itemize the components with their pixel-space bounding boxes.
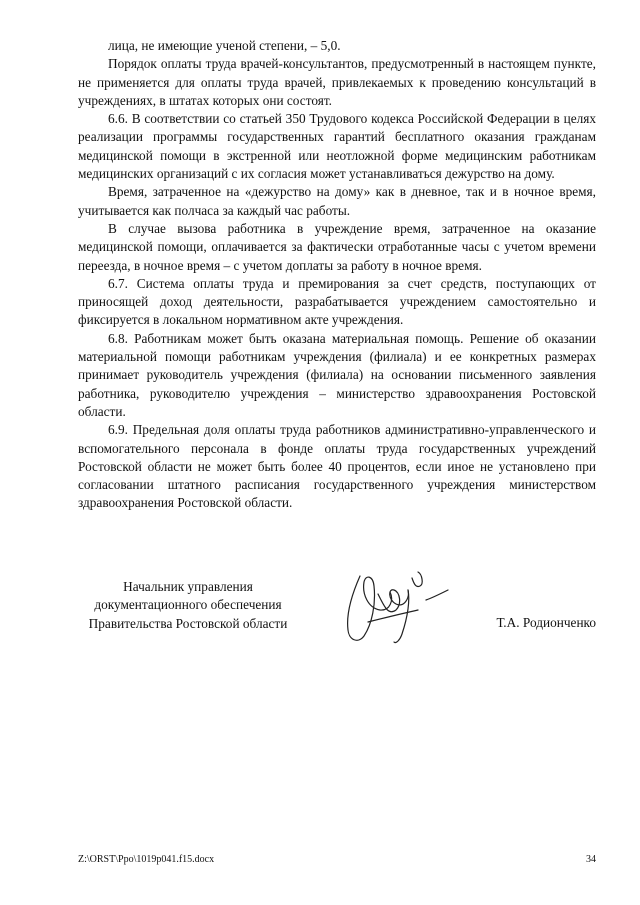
paragraph-6-9: 6.9. Предельная доля оплаты труда работников административно-управленческого и вспомогательного персонала в фонде оплаты труда государственных учреждений Ростовской области не может быть более 40 процентов, если иное не установлено при согласовании штатного расписания государственного учреждения министерством здравоохранения Ростовской области. bbox=[78, 422, 596, 511]
paragraph-6-6: 6.6. В соответствии со статьей 350 Трудового кодекса Российской Федерации в целях реализации программы государственных гарантий бесплатного оказания гражданам медицинской помощи в экстренной или неотложной форме медицинским работникам медицинских организаций с их согласия может устанавливаться дежурство на дому. bbox=[78, 111, 596, 182]
paragraph-home-duty-time: Время, затраченное на «дежурство на дому» как в дневное, так и в ночное время, учитывается как полчаса за каждый час работы. bbox=[78, 184, 596, 218]
signatory-name: Т.А. Родионченко bbox=[496, 615, 596, 630]
handwritten-signature-icon bbox=[338, 564, 456, 648]
paragraph-doctors-without-degree: лица, не имеющие ученой степени, – 5,0. bbox=[108, 38, 341, 53]
page-number: 34 bbox=[586, 854, 596, 865]
paragraph-6-8: 6.8. Работникам может быть оказана материальная помощь. Решение об оказании материальной помощи работникам учреждения (филиала) и ее конкретных размерах принимает руководитель учреждения (филиала) на основании письменного заявления работника, руководителю учреждения – министерство здравоохранения Ростовской области. bbox=[78, 330, 596, 419]
signatory-title bbox=[72, 578, 304, 633]
footer-file-path: Z:\ORST\Ppo\1019p041.f15.docx bbox=[78, 854, 215, 865]
paragraph-6-7: 6.7. Система оплаты труда и премирования за счет средств, поступающих от приносящей доход деятельности, разрабатывается учреждением самостоятельно и фиксируется в локальном нормативном акте учреждения. bbox=[78, 275, 596, 328]
paragraph-consultant-pay: Порядок оплаты труда врачей-консультантов, предусмотренный в настоящем пункте, не применяется для оплаты труда врачей, привлекаемых к проведению консультаций в учреждениях, в штатах которых они состоят. bbox=[78, 56, 596, 108]
body-text bbox=[78, 37, 596, 513]
signatory-title-line: документационного обеспечения bbox=[94, 597, 282, 613]
signatory-title-line: Правительства Ростовской области bbox=[88, 615, 288, 631]
paragraph-call-out: В случае вызова работника в учреждение время, затраченное на оказание медицинской помощи, оплачивается за фактически отработанные часы с учетом времени переезда, в ночное время – с учетом доплаты за работу в ночное время. bbox=[78, 220, 596, 273]
signatory-title-line: Начальник управления bbox=[123, 579, 253, 594]
